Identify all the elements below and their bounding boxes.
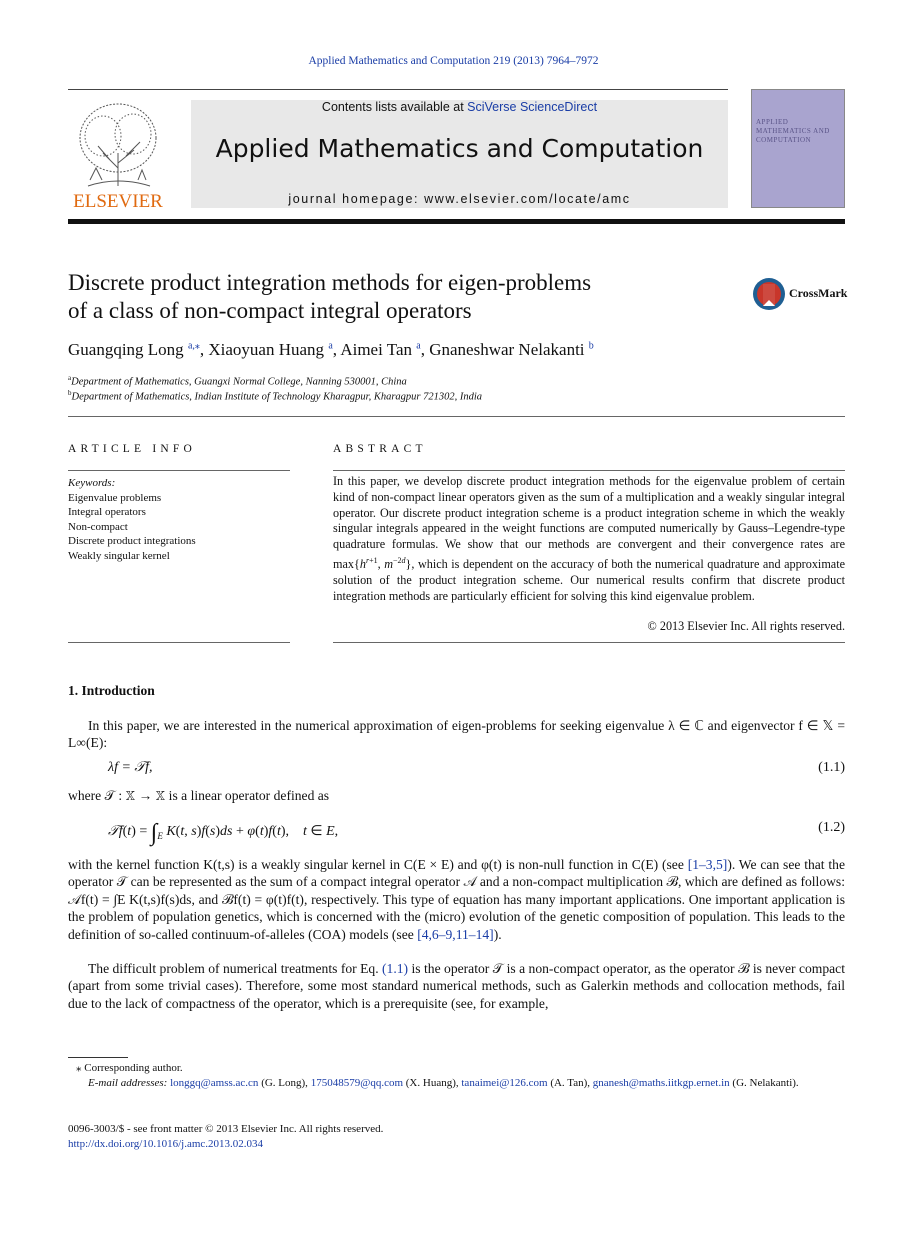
keyword: Eigenvalue problems	[68, 491, 162, 504]
paragraph-text: with the kernel function K(t,s) is a weakly singular kernel in C(E × E) and φ(t) is non-null function in C(E) (see	[68, 857, 688, 872]
author-affiliation-link[interactable]: a	[328, 340, 333, 352]
intro-paragraph-3	[68, 960, 845, 1012]
doi-link[interactable]: http://dx.doi.org/10.1016/j.amc.2013.02.034	[68, 1138, 264, 1150]
citation-link[interactable]: [1–3,5]	[687, 857, 728, 872]
elsevier-wordmark: ELSEVIER	[73, 191, 163, 210]
article-info-heading: ARTICLE INFO	[68, 443, 196, 455]
paragraph-text: is the operator 𝒯 is a non-compact operator, as the operator ℬ is never compact (apart from some trivial cases). Therefore, some most standard numerical methods, such as Galerkin methods and collocation methods, fail due to the lack of compactness of the operator, which is a prerequisite (see, for example,	[68, 961, 845, 1011]
abstract-text-part: In this paper, we develop discrete product integration methods for the eigenvalue problem of certain kind of non-compact linear operators given as the sum of a multiplication and a weakly singular integral operator. Our discrete product integration scheme is a product integration scheme in which the weakly singular integrals appeared in the weight functions are computed numerically by Gauss–Legendre-type quadrature formulas. We show that our methods are convergent and their convergence rates are max{	[333, 474, 845, 572]
email-link[interactable]: gnanesh@maths.iitkgp.ernet.in	[592, 1077, 730, 1089]
title-line-1: Discrete product integration methods for eigen-problems	[68, 270, 592, 295]
crossmark-label: CrossMark	[789, 286, 848, 300]
footnotes	[68, 1061, 845, 1091]
intro-paragraph-1: In this paper, we are interested in the numerical approximation of eigen-problems for seeking eigenvalue λ ∈ ℂ and eigenvector f ∈ 𝕏 = L∞(E):	[68, 718, 845, 751]
section-rule	[68, 416, 845, 417]
keywords-label: Keywords:	[68, 477, 116, 489]
header-thick-rule	[68, 219, 845, 224]
email-link[interactable]: longgq@amss.ac.cn	[170, 1077, 259, 1089]
journal-cover-thumbnail[interactable]	[751, 89, 845, 208]
email-owner: (G. Nelakanti).	[732, 1077, 799, 1089]
email-link[interactable]: 175048579@qq.com	[310, 1077, 404, 1089]
paper-title	[68, 269, 708, 325]
front-matter	[68, 1122, 383, 1152]
contents-line	[191, 100, 728, 114]
footnote-rule	[68, 1057, 128, 1058]
affiliation-text: Department of Mathematics, Indian Institute of Technology Kharagpur, Kharagpur 721302, India	[71, 391, 483, 403]
affiliation	[68, 374, 407, 388]
affiliation-mark: a	[68, 374, 72, 382]
crossmark-badge[interactable]	[751, 276, 851, 312]
intro-paragraph-2	[68, 856, 845, 943]
author-affiliation-link[interactable]: b	[588, 340, 594, 352]
keyword: Discrete product integrations	[68, 535, 196, 547]
where-line: where 𝒯 : 𝕏 → 𝕏 is a linear operator defined as	[68, 788, 330, 803]
journal-title: Applied Mathematics and Computation	[215, 134, 704, 163]
paragraph-text: ). We can see that the operator 𝒯 can be represented as the sum of a compact integral operator 𝒜 and a non-compact multiplication ℬ, which are defined as follows: 𝒜f(t) = ∫E K(t,s)f(s)ds, and ℬf(t) = φ(t)f(t), respectively. This type of equation has many important applications. One important application is the problem of population genetics, which is concerned with the (micro) evolution of the genetic composition of population. This leads to the definition of so-called continuum-of-alleles (COA) models (see	[68, 857, 845, 942]
affiliation-mark: b	[68, 389, 72, 397]
equation-body: λf = 𝒯f,	[108, 760, 153, 775]
corresponding-author-note: ⁎ Corresponding author.	[76, 1062, 183, 1074]
equation-body: 𝒯f(t) = $\int_E$ K(t, s)f(s)ds + φ(t)f(t), t ∈ E,	[108, 820, 339, 846]
affiliation	[68, 389, 482, 403]
header-rule	[68, 89, 728, 90]
article-info-rule	[68, 470, 290, 471]
equation-link[interactable]: (1.1)	[382, 961, 409, 976]
equation-1-2	[68, 812, 845, 852]
sciencedirect-link[interactable]: SciVerse ScienceDirect	[467, 100, 598, 114]
email-addresses	[68, 1076, 845, 1091]
email-owner: (G. Long),	[261, 1077, 308, 1089]
email-owner: (X. Huang),	[405, 1077, 459, 1089]
author-name: Gnaneshwar Nelakanti	[429, 340, 585, 359]
cover-title: APPLIED MATHEMATICS AND COMPUTATION	[756, 118, 830, 144]
paragraph-text: The difficult problem of numerical treatments for Eq.	[88, 961, 383, 976]
abstract-bottom-rule	[333, 642, 845, 643]
contents-prefix: Contents lists available at	[321, 100, 468, 114]
author-name: Guangqing Long	[68, 340, 184, 359]
issn-line: 0096-3003/$ - see front matter © 2013 Elsevier Inc. All rights reserved.	[68, 1123, 384, 1135]
abstract-heading: ABSTRACT	[333, 443, 427, 455]
equation-number: (1.2)	[818, 820, 845, 835]
author-name: Xiaoyuan Huang	[208, 340, 325, 359]
abstract-rule	[333, 470, 845, 471]
title-line-2: of a class of non-compact integral operators	[68, 298, 472, 323]
keyword: Weakly singular kernel	[68, 549, 170, 562]
keyword: Integral operators	[68, 506, 146, 518]
section-heading-introduction: 1. Introduction	[68, 683, 155, 698]
journal-reference-link[interactable]: Applied Mathematics and Computation 219 (2013) 7964–7972	[308, 55, 599, 67]
abstract-body: In this paper, we develop discrete product integration methods for the eigenvalue problem of certain kind of non-compact linear operators given as the sum of a multiplication and a weakly singular integral operator. Our discrete product integration scheme is a product integration scheme in which the weakly singular integrals appeared in the weight functions are computed numerically by Gauss–Legendre-type quadrature formulas. We show that our methods are convergent and their convergence rates are $\max\{h^{r+1}$, $m^{-2d}$}, which is dependent on the accuracy of both the numerical quadrature and approximate solution of the product integration scheme. Our numerical results confirm that discrete product integration methods are particularly efficient for solving this kind eigenvalue problem.	[333, 474, 845, 603]
author-affiliation-link[interactable]: a	[416, 340, 421, 352]
keyword: Non-compact	[68, 520, 128, 533]
copyright-notice: © 2013 Elsevier Inc. All rights reserved.	[647, 619, 845, 633]
affiliation-text: Department of Mathematics, Guangxi Normal College, Nanning 530001, China	[71, 376, 407, 388]
crossmark-icon	[751, 276, 787, 312]
author-name: Aimei Tan	[340, 340, 413, 359]
author-affiliation-link[interactable]: a,⁎	[187, 340, 200, 352]
citation-link[interactable]: [4,6–9,11–14]	[417, 926, 494, 942]
journal-homepage[interactable]: journal homepage: www.elsevier.com/locate/amc	[288, 192, 631, 206]
equation-number: (1.1)	[818, 760, 845, 775]
email-owner: (A. Tan),	[550, 1077, 590, 1089]
article-info-bottom-rule	[68, 642, 290, 643]
keywords-block	[68, 476, 290, 563]
email-link[interactable]: tanaimei@126.com	[461, 1077, 548, 1089]
author-list: Guangqing Long $^{a,⁎}$, Xiaoyuan Huang $^a$, Aimei Tan $^a$, Gnaneshwar Nelakanti $^b$	[68, 340, 594, 359]
paragraph-text: ).	[493, 926, 502, 942]
elsevier-logo[interactable]	[68, 98, 168, 210]
abstract-text-part: }, which is dependent on the accuracy of both the numerical quadrature and approximate solution of the product integration scheme. Our numerical results confirm that discrete product integration methods are particularly efficient for solving this kind eigenvalue problem.	[333, 557, 845, 603]
email-label: E-mail addresses:	[88, 1077, 168, 1089]
equation-1-1	[68, 760, 845, 776]
